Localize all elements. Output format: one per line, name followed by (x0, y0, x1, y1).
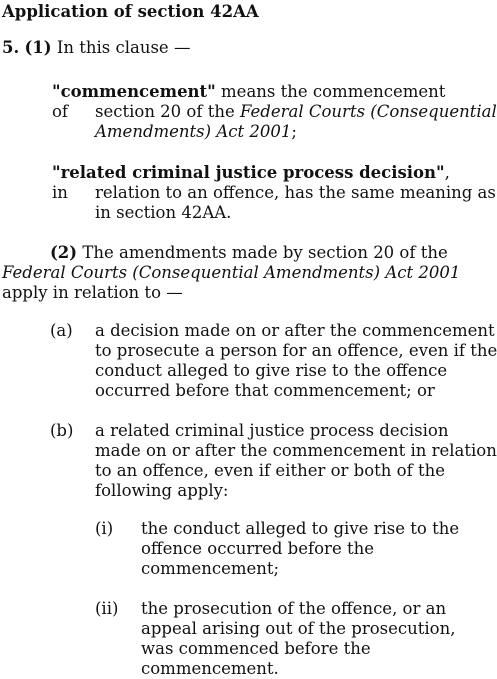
section-heading: Application of section 42AA (2, 2, 259, 21)
subsection-1 (2, 38, 190, 58)
definition-term: "commencement" (52, 82, 216, 101)
subsection-2-label: (2) (50, 243, 78, 262)
subsection-1-text: In this clause — (56, 38, 191, 57)
definition-punctuation: ; (291, 122, 297, 141)
subsection-2 (2, 243, 461, 303)
paragraph-b-label: (b) (50, 421, 74, 440)
definition-commencement-body (95, 102, 497, 142)
paragraph-b-text: a related criminal justice process decision made on or after the commencement in relation to an offence, even if either or both of the following apply: (95, 421, 497, 500)
subparagraph-i-text: the conduct alleged to give rise to the offence occurred before the commencement; (141, 519, 460, 578)
definition-text: means the commencement of (52, 82, 446, 121)
definition-text: in section 42AA. (95, 203, 232, 222)
subsection-2-text: apply in relation to — (2, 283, 183, 302)
paragraph-a-text: a decision made on or after the commencement to prosecute a person for an offence, even if the conduct alleged to give rise to the offence occurred before that commencement; or (95, 321, 497, 400)
act-title: Federal Courts (Consequential Amendments) Act 2001 (2, 263, 461, 282)
definition-text: section 20 of the (95, 102, 235, 121)
definition-text: relation to an offence, has the same meaning as (95, 183, 496, 202)
definition-term: "related criminal justice process decision" (52, 163, 445, 182)
subparagraph-ii-text: the prosecution of the offence, or an appeal arising out of the prosecution, was commenced before the commencement. (141, 599, 456, 678)
subsection-1-label: (1) (24, 38, 52, 57)
subparagraph-ii-label: (ii) (95, 599, 119, 618)
act-title: Federal Courts (Consequential (239, 102, 497, 121)
definition-text: , in (52, 163, 450, 202)
subparagraph-i-label: (i) (95, 519, 114, 538)
paragraph-a-label: (a) (50, 321, 73, 340)
subsection-2-text: The amendments made by section 20 of the (82, 243, 448, 262)
section-number: 5. (2, 38, 20, 57)
definition-related-decision-body (95, 183, 496, 223)
act-title: Amendments) Act 2001 (95, 122, 292, 141)
